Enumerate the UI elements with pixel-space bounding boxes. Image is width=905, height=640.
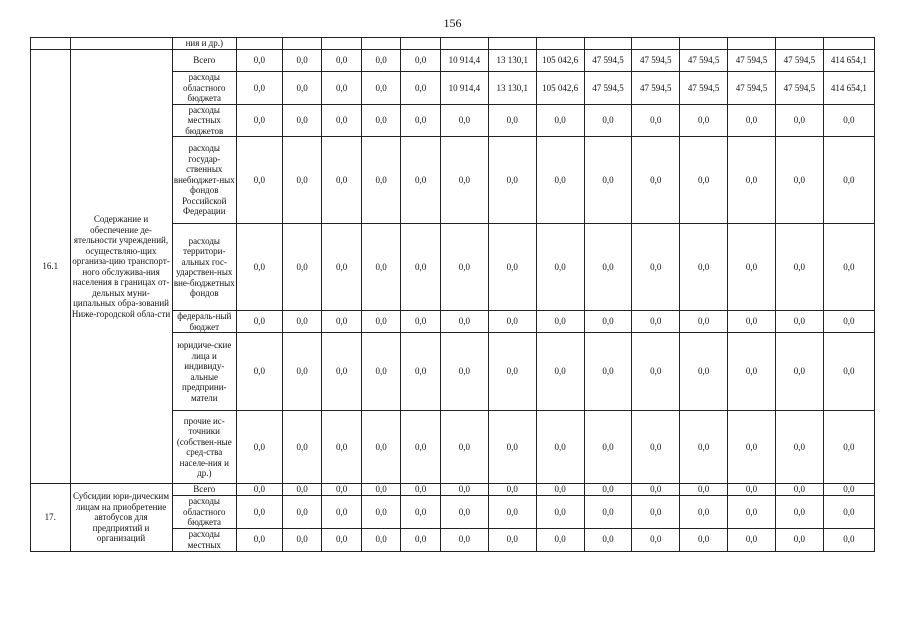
value-cell: 0,0 (823, 528, 874, 551)
value-cell (584, 38, 632, 50)
value-cell: 0,0 (322, 484, 362, 496)
value-cell: 0,0 (632, 104, 680, 137)
table-row (31, 50, 875, 72)
value-cell: 0,0 (322, 311, 362, 333)
value-cell: 0,0 (728, 137, 776, 224)
value-cell: 0,0 (536, 333, 584, 411)
value-cell: 0,0 (237, 311, 283, 333)
value-cell: 0,0 (488, 484, 536, 496)
value-cell: 10 914,4 (440, 72, 488, 105)
value-cell: 0,0 (237, 528, 283, 551)
value-cell: 0,0 (632, 333, 680, 411)
value-cell: 0,0 (632, 496, 680, 529)
value-cell: 0,0 (237, 50, 283, 72)
value-cell (632, 38, 680, 50)
value-cell: 0,0 (237, 484, 283, 496)
value-cell: 0,0 (488, 311, 536, 333)
value-cell: 0,0 (823, 137, 874, 224)
value-cell: 0,0 (728, 104, 776, 137)
value-cell: 0,0 (536, 104, 584, 137)
value-cell: 0,0 (322, 528, 362, 551)
value-cell (680, 38, 728, 50)
value-cell: 0,0 (282, 528, 322, 551)
value-cell: 0,0 (584, 333, 632, 411)
value-cell: 0,0 (728, 484, 776, 496)
value-cell: 0,0 (536, 496, 584, 529)
value-cell: 0,0 (584, 528, 632, 551)
value-cell: 0,0 (401, 104, 441, 137)
value-cell: 0,0 (775, 496, 823, 529)
value-cell: 0,0 (584, 496, 632, 529)
value-cell: 0,0 (488, 137, 536, 224)
value-cell: 0,0 (632, 528, 680, 551)
value-cell: 0,0 (440, 137, 488, 224)
value-cell: 0,0 (237, 224, 283, 311)
funding-source-label: расходы местных бюджетов (172, 104, 237, 137)
value-cell: 0,0 (322, 333, 362, 411)
section-title: Содержание и обеспечение де-ятельности учреждений, осуществляю-щих организа-цию транспорт-ного обслужива-ния населения в границах от-дельных муни-ципальных обра-зований Ниже-городской обла-сти (70, 50, 172, 484)
value-cell: 0,0 (282, 104, 322, 137)
value-cell: 0,0 (361, 528, 401, 551)
value-cell (322, 38, 362, 50)
budget-table (30, 37, 875, 552)
value-cell: 0,0 (237, 104, 283, 137)
value-cell: 0,0 (440, 528, 488, 551)
value-cell: 0,0 (401, 50, 441, 72)
value-cell: 10 914,4 (440, 50, 488, 72)
value-cell: 13 130,1 (488, 50, 536, 72)
value-cell: 0,0 (680, 496, 728, 529)
value-cell: 0,0 (775, 411, 823, 484)
value-cell: 0,0 (282, 50, 322, 72)
value-cell: 0,0 (361, 224, 401, 311)
value-cell: 0,0 (584, 411, 632, 484)
value-cell (237, 38, 283, 50)
value-cell: 0,0 (584, 311, 632, 333)
value-cell: 0,0 (282, 496, 322, 529)
value-cell: 0,0 (361, 137, 401, 224)
value-cell (401, 38, 441, 50)
value-cell: 0,0 (728, 311, 776, 333)
funding-source-label: расходы областного бюджета (172, 72, 237, 105)
value-cell: 0,0 (823, 496, 874, 529)
value-cell: 0,0 (401, 528, 441, 551)
value-cell: 47 594,5 (584, 50, 632, 72)
value-cell: 0,0 (282, 137, 322, 224)
value-cell: 0,0 (823, 333, 874, 411)
table-row (31, 38, 875, 50)
funding-source-label: Всего (172, 50, 237, 72)
value-cell: 0,0 (728, 224, 776, 311)
value-cell: 0,0 (401, 496, 441, 529)
value-cell: 105 042,6 (536, 50, 584, 72)
value-cell: 0,0 (282, 411, 322, 484)
value-cell: 0,0 (237, 72, 283, 105)
funding-source-label: расходы государ-ственных внебюджет-ных фондов Российской Федерации (172, 137, 237, 224)
value-cell: 0,0 (488, 224, 536, 311)
funding-source-label: расходы областного бюджета (172, 496, 237, 529)
value-cell: 0,0 (401, 224, 441, 311)
value-cell: 0,0 (488, 411, 536, 484)
value-cell (728, 38, 776, 50)
value-cell: 0,0 (237, 496, 283, 529)
value-cell: 0,0 (775, 311, 823, 333)
value-cell: 414 654,1 (823, 72, 874, 105)
value-cell: 0,0 (488, 333, 536, 411)
value-cell (361, 38, 401, 50)
value-cell: 414 654,1 (823, 50, 874, 72)
value-cell: 0,0 (536, 224, 584, 311)
value-cell: 0,0 (322, 72, 362, 105)
value-cell (440, 38, 488, 50)
value-cell: 47 594,5 (680, 72, 728, 105)
value-cell: 0,0 (823, 104, 874, 137)
value-cell: 0,0 (361, 411, 401, 484)
table-body (31, 38, 875, 552)
value-cell: 0,0 (361, 484, 401, 496)
value-cell: 0,0 (322, 411, 362, 484)
value-cell: 0,0 (488, 104, 536, 137)
section-title: Субсидии юри-дическим лицам на приобретение автобусов для предприятий и организаций (70, 484, 172, 552)
section-title (70, 38, 172, 50)
funding-source-label: Всего (172, 484, 237, 496)
value-cell: 0,0 (401, 311, 441, 333)
value-cell: 0,0 (536, 411, 584, 484)
section-number (31, 38, 71, 50)
value-cell: 47 594,5 (680, 50, 728, 72)
value-cell: 0,0 (632, 484, 680, 496)
section-number: 16.1 (31, 50, 71, 484)
value-cell: 0,0 (680, 311, 728, 333)
value-cell (775, 38, 823, 50)
value-cell: 0,0 (440, 411, 488, 484)
funding-source-label: расходы территори-альных гос-ударствен-ных вне-бюджетных фондов (172, 224, 237, 311)
value-cell: 47 594,5 (728, 50, 776, 72)
value-cell: 0,0 (680, 137, 728, 224)
value-cell: 0,0 (488, 496, 536, 529)
value-cell: 0,0 (361, 50, 401, 72)
value-cell: 0,0 (728, 496, 776, 529)
value-cell: 0,0 (440, 104, 488, 137)
value-cell: 0,0 (237, 333, 283, 411)
value-cell: 0,0 (775, 484, 823, 496)
value-cell: 47 594,5 (775, 50, 823, 72)
value-cell: 0,0 (536, 137, 584, 224)
funding-source-label: федераль-ный бюджет (172, 311, 237, 333)
value-cell: 0,0 (632, 137, 680, 224)
value-cell: 47 594,5 (632, 50, 680, 72)
value-cell: 47 594,5 (632, 72, 680, 105)
value-cell: 0,0 (401, 137, 441, 224)
value-cell (282, 38, 322, 50)
value-cell: 0,0 (401, 333, 441, 411)
value-cell: 0,0 (282, 333, 322, 411)
value-cell: 0,0 (440, 333, 488, 411)
value-cell: 105 042,6 (536, 72, 584, 105)
value-cell: 0,0 (680, 104, 728, 137)
value-cell: 0,0 (584, 104, 632, 137)
value-cell: 0,0 (536, 311, 584, 333)
value-cell: 0,0 (536, 528, 584, 551)
value-cell: 0,0 (440, 311, 488, 333)
value-cell: 0,0 (282, 484, 322, 496)
value-cell: 0,0 (632, 224, 680, 311)
value-cell (823, 38, 874, 50)
value-cell: 0,0 (584, 137, 632, 224)
value-cell: 0,0 (440, 224, 488, 311)
value-cell: 0,0 (401, 72, 441, 105)
value-cell: 0,0 (775, 104, 823, 137)
value-cell: 0,0 (488, 528, 536, 551)
funding-source-label: юридиче-ские лица и индивиду-альные предприни-матели (172, 333, 237, 411)
value-cell: 0,0 (361, 333, 401, 411)
value-cell: 0,0 (322, 104, 362, 137)
value-cell: 0,0 (680, 224, 728, 311)
value-cell: 0,0 (322, 137, 362, 224)
value-cell: 0,0 (775, 224, 823, 311)
value-cell: 0,0 (282, 224, 322, 311)
value-cell: 0,0 (282, 311, 322, 333)
value-cell: 0,0 (322, 496, 362, 529)
value-cell: 0,0 (322, 50, 362, 72)
value-cell: 47 594,5 (584, 72, 632, 105)
value-cell: 0,0 (361, 496, 401, 529)
value-cell (536, 38, 584, 50)
value-cell: 0,0 (680, 333, 728, 411)
value-cell: 47 594,5 (728, 72, 776, 105)
value-cell: 0,0 (361, 72, 401, 105)
value-cell: 0,0 (401, 484, 441, 496)
page-number: 156 (443, 16, 462, 30)
value-cell: 13 130,1 (488, 72, 536, 105)
value-cell: 0,0 (632, 411, 680, 484)
value-cell: 0,0 (680, 484, 728, 496)
funding-source-label: ния и др.) (172, 38, 237, 50)
value-cell: 0,0 (728, 411, 776, 484)
value-cell: 0,0 (823, 311, 874, 333)
table-row (31, 484, 875, 496)
value-cell: 0,0 (775, 137, 823, 224)
value-cell: 47 594,5 (775, 72, 823, 105)
value-cell: 0,0 (823, 411, 874, 484)
value-cell: 0,0 (237, 137, 283, 224)
value-cell: 0,0 (728, 528, 776, 551)
funding-source-label: расходы местных (172, 528, 237, 551)
value-cell: 0,0 (401, 411, 441, 484)
value-cell: 0,0 (728, 333, 776, 411)
value-cell: 0,0 (823, 224, 874, 311)
funding-source-label: прочие ис-точники (собствен-ные сред-ства населе-ния и др.) (172, 411, 237, 484)
value-cell: 0,0 (237, 411, 283, 484)
value-cell: 0,0 (361, 311, 401, 333)
value-cell: 0,0 (361, 104, 401, 137)
value-cell: 0,0 (775, 333, 823, 411)
value-cell: 0,0 (775, 528, 823, 551)
value-cell: 0,0 (632, 311, 680, 333)
value-cell: 0,0 (282, 72, 322, 105)
value-cell: 0,0 (823, 484, 874, 496)
value-cell: 0,0 (536, 484, 584, 496)
value-cell: 0,0 (322, 224, 362, 311)
value-cell: 0,0 (584, 224, 632, 311)
value-cell: 0,0 (440, 484, 488, 496)
value-cell: 0,0 (440, 496, 488, 529)
value-cell (488, 38, 536, 50)
section-number: 17. (31, 484, 71, 552)
value-cell: 0,0 (584, 484, 632, 496)
value-cell: 0,0 (680, 528, 728, 551)
value-cell: 0,0 (680, 411, 728, 484)
